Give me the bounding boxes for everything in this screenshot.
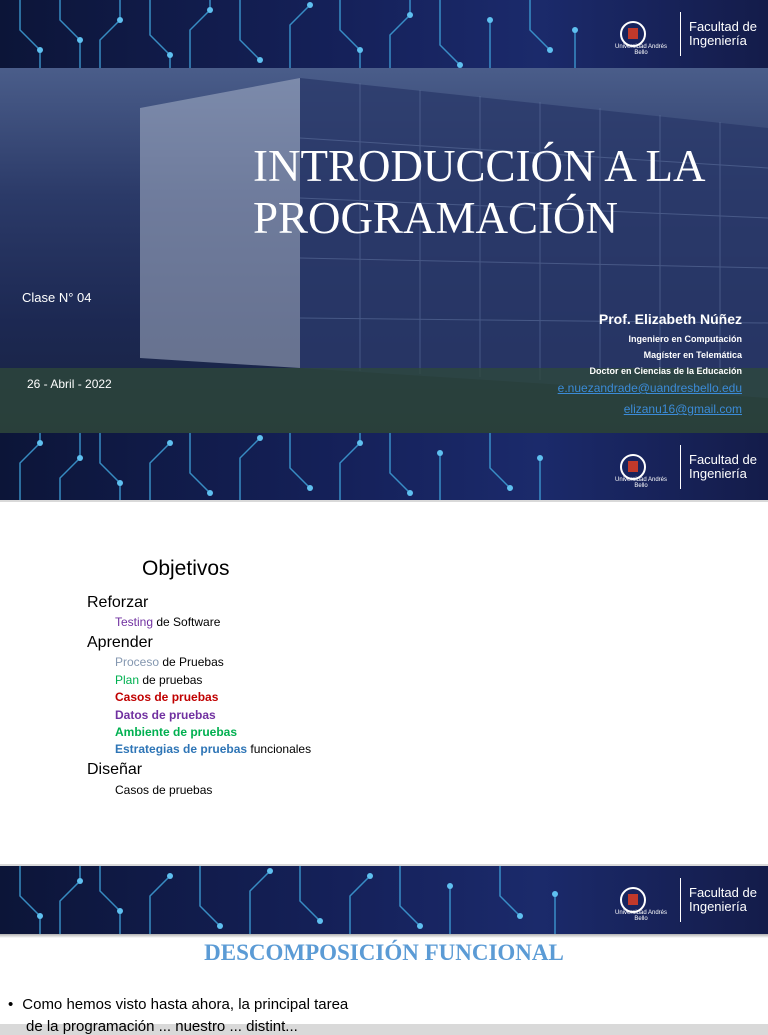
bullet-item: • Como hemos visto hasta ahora, la principal tarea bbox=[8, 996, 349, 1013]
building-illustration bbox=[0, 68, 768, 433]
subitem-casos-diseno: Casos de pruebas bbox=[115, 783, 213, 797]
class-date: 26 - Abril - 2022 bbox=[27, 377, 112, 391]
logo-divider bbox=[680, 878, 681, 922]
building-photo bbox=[0, 68, 768, 433]
functional-decomposition-slide bbox=[0, 866, 768, 1035]
degree-3: Doctor en Ciencias de la Educación bbox=[589, 366, 742, 376]
top-banner bbox=[0, 866, 768, 934]
subitem-casos: Casos de pruebas bbox=[115, 690, 219, 704]
top-banner bbox=[0, 0, 768, 68]
subitem-estrategias: Estrategias de pruebas funcionales bbox=[115, 742, 312, 756]
logo-divider bbox=[680, 12, 681, 56]
subitem-ambiente: Ambiente de pruebas bbox=[115, 725, 238, 739]
class-number: Clase N° 04 bbox=[22, 290, 92, 305]
banner-shadow bbox=[0, 934, 768, 938]
bullet-icon: • bbox=[8, 996, 14, 1013]
subitem-proceso: Proceso de Pruebas bbox=[115, 655, 224, 669]
email-link-2[interactable]: elizanu16@gmail.com bbox=[623, 402, 742, 416]
bullet-continuation: de la programación ... nuestro ... distint... bbox=[26, 1018, 298, 1035]
slide-title: DESCOMPOSICIÓN FUNCIONAL bbox=[204, 940, 564, 965]
faculty-name: Facultad de Ingeniería bbox=[689, 19, 757, 48]
email-link-1[interactable]: e.nuezandrade@uandresbello.edu bbox=[557, 381, 742, 395]
item-disenar: Diseñar bbox=[87, 761, 143, 778]
bottom-banner bbox=[0, 433, 768, 500]
faculty-logo bbox=[608, 0, 768, 68]
university-name: Universidad Andrés Bello bbox=[614, 477, 668, 489]
subitem-datos: Datos de pruebas bbox=[115, 708, 216, 722]
faculty-name: Facultad de Ingeniería bbox=[689, 452, 757, 481]
professor-name: Prof. Elizabeth Núñez bbox=[598, 311, 742, 327]
circuit-pattern bbox=[0, 0, 600, 68]
degree-2: Magíster en Telemática bbox=[643, 350, 742, 360]
title-slide bbox=[0, 0, 768, 500]
university-name: Universidad Andrés Bello bbox=[614, 910, 668, 922]
faculty-name: Facultad de Ingeniería bbox=[689, 885, 757, 914]
faculty-logo bbox=[608, 866, 768, 934]
objectives-slide bbox=[0, 502, 768, 864]
degree-1: Ingeniero en Computación bbox=[628, 334, 742, 344]
item-aprender: Aprender bbox=[87, 634, 153, 651]
objectives-title: Objetivos bbox=[142, 557, 230, 580]
university-name: Universidad Andrés Bello bbox=[614, 44, 668, 56]
faculty-logo bbox=[608, 433, 768, 500]
item-reforzar: Reforzar bbox=[87, 594, 149, 611]
logo-divider bbox=[680, 445, 681, 489]
circuit-pattern bbox=[0, 433, 600, 500]
circuit-pattern bbox=[0, 866, 600, 934]
subitem-testing: Testing de Software bbox=[115, 615, 221, 629]
subitem-plan: Plan de pruebas bbox=[115, 673, 203, 687]
presentation-title: INTRODUCCIÓN A LA PROGRAMACIÓN bbox=[253, 141, 706, 243]
